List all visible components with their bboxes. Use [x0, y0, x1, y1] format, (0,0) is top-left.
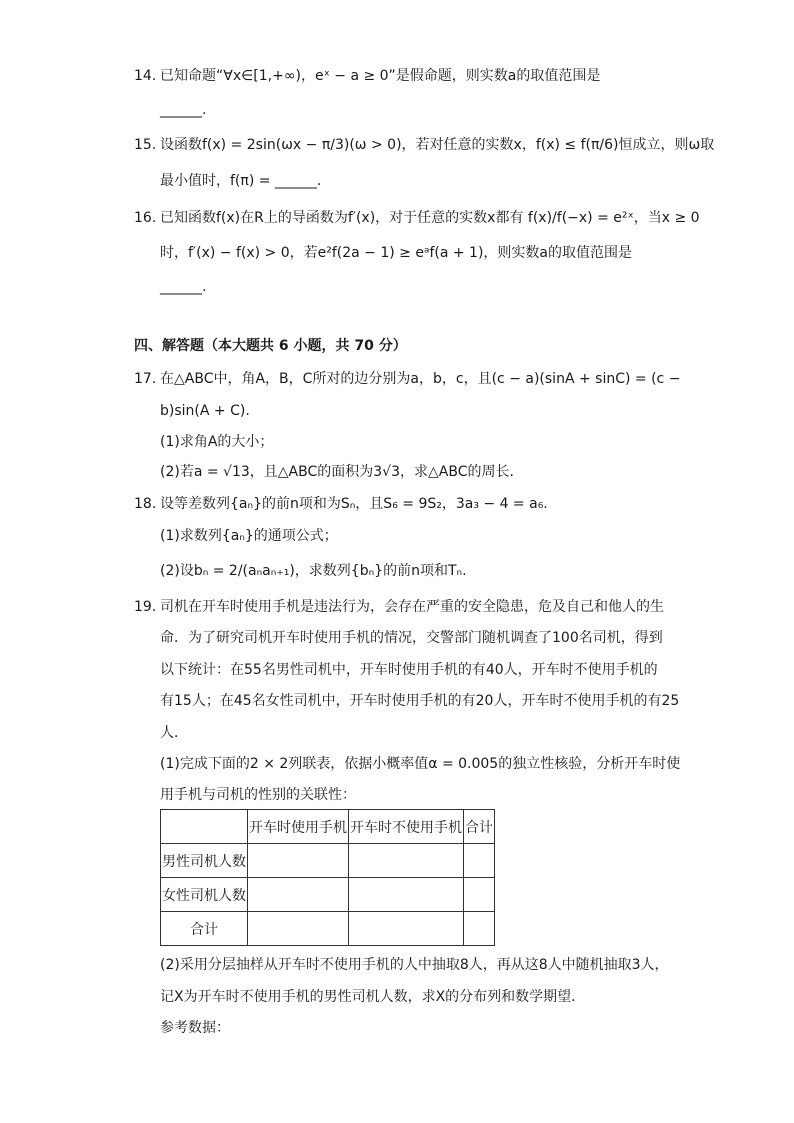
question-15-number: 15. [134, 137, 157, 153]
question-17-number: 17. [134, 371, 157, 387]
question-19-text-line-5: 人． [160, 725, 188, 741]
section-title: 四、解答题（本大题共 6 小题，共 70 分） [134, 338, 407, 354]
question-15-text: 设函数f(x) = 2sin(ωx − π/3)(ω > 0)，若对任意的实数x，f(x) ≤ f(π/6)恒成立，则ω取 [160, 137, 715, 153]
table-cell [248, 912, 349, 946]
row-label: 男性司机人数 [161, 844, 248, 878]
question-17-text: 在△ABC中，角A，B，C所对的边分别为a，b，c，且(c − a)(sinA + sinC) = (c − [160, 371, 681, 387]
table-header-cell [161, 810, 248, 844]
question-19-number: 19. [134, 599, 157, 615]
question-19-text-line-2: 命．为了研究司机开车时使用手机的情况，交警部门随机调查了100名司机，得到 [160, 630, 663, 646]
question-16-continuation: 时，f′(x) − f(x) > 0，若e²f(2a − 1) ≥ eᵃf(a + 1)，则实数a的取值范围是 [160, 245, 633, 261]
question-18-number: 18. [134, 496, 157, 512]
table-cell [464, 912, 495, 946]
question-18-text: 设等差数列{aₙ}的前n项和为Sₙ，且S₆ = 9S₂，3a₃ − 4 = a₆. [160, 496, 548, 512]
question-14-text: 已知命题“∀x∈[1,+∞)，eˣ − a ≥ 0”是假命题，则实数a的取值范围是 [160, 68, 601, 84]
question-19-text-line-1: 司机在开车时使用手机是违法行为，会存在严重的安全隐患，危及自己和他人的生 [160, 599, 664, 615]
question-19-part-2-line-2: 记X为开车时不使用手机的男性司机人数，求X的分布列和数学期望． [160, 989, 586, 1005]
question-19-part-2-line-1: (2)采用分层抽样从开车时不使用手机的人中抽取8人，再从这8人中随机抽取3人， [160, 957, 669, 973]
question-19-text-line-4: 有15人；在45名女性司机中，开车时使用手机的有20人，开车时不使用手机的有25 [160, 693, 680, 709]
table-header-cell: 开车时使用手机 [248, 810, 349, 844]
question-15-continuation: 最小值时，f(π) = ______. [160, 173, 322, 189]
question-19-part-1-line-2: 用手机与司机的性别的关联性： [160, 787, 356, 803]
table-row [161, 912, 495, 946]
table-header-row [161, 810, 495, 844]
row-label: 女性司机人数 [161, 878, 248, 912]
table-cell [349, 844, 464, 878]
question-18-part-2: (2)设bₙ = 2/(aₙaₙ₊₁)，求数列{bₙ}的前n项和Tₙ. [160, 563, 467, 579]
question-17-part-2: (2)若a = √13，且△ABC的面积为3√3，求△ABC的周长. [160, 464, 514, 480]
question-16-text: 已知函数f(x)在R上的导函数为f′(x)，对于任意的实数x都有 f(x)/f(−x) = e²ˣ，当x ≥ 0 [160, 210, 700, 226]
question-17-part-1: (1)求角A的大小； [160, 434, 274, 450]
table-row [161, 878, 495, 912]
table-cell [349, 912, 464, 946]
table-cell [349, 878, 464, 912]
table-cell [248, 878, 349, 912]
question-19-text-line-3: 以下统计：在55名男性司机中，开车时使用手机的有40人，开车时不使用手机的 [160, 662, 658, 678]
question-16-number: 16. [134, 210, 157, 226]
question-14-blank: ______. [160, 102, 207, 118]
question-14-number: 14. [134, 68, 157, 84]
question-16-blank: ______. [160, 279, 207, 295]
table-header-cell: 合计 [464, 810, 495, 844]
table-row [161, 844, 495, 878]
table-header-cell: 开车时不使用手机 [349, 810, 464, 844]
question-17-continuation: b)sin(A + C). [160, 403, 250, 419]
table-cell [248, 844, 349, 878]
row-label: 合计 [161, 912, 248, 946]
question-18-part-1: (1)求数列{aₙ}的通项公式； [160, 528, 338, 544]
question-19-part-1-line-1: (1)完成下面的2 × 2列联表，依据小概率值α = 0.005的独立性核验，分析开车时使 [160, 756, 681, 772]
contingency-table [160, 809, 495, 946]
table-cell [464, 878, 495, 912]
reference-data-label: 参考数据： [160, 1020, 230, 1036]
table-cell [464, 844, 495, 878]
